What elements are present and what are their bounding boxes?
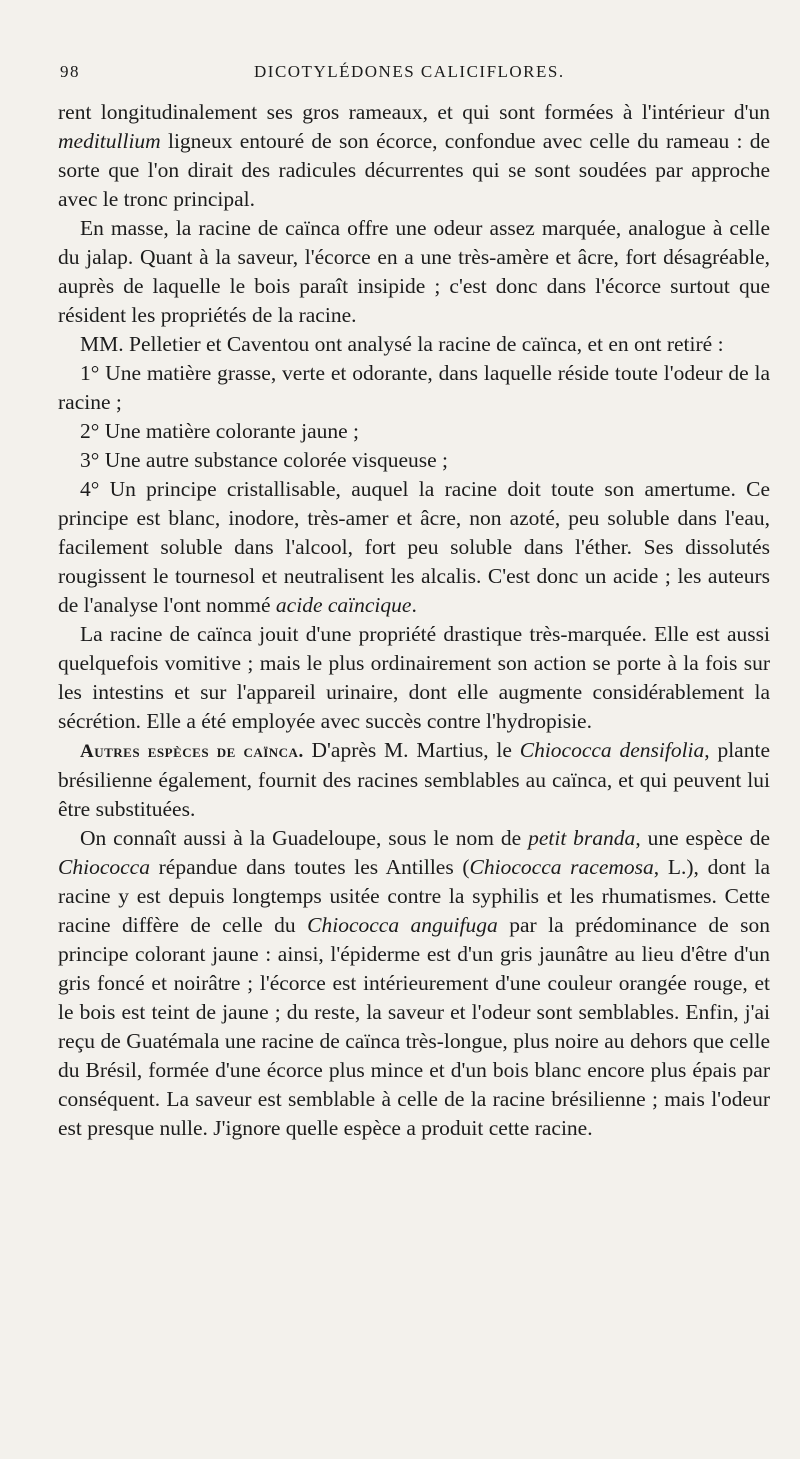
list-item: 2° Une matière colorante jaune ; [80,419,360,443]
paragraph-continuation: rent longitudinalement ses gros rameaux, et qui sont formées à l'intérieur d'un meditullium ligneux entouré de son écorce, confondue avec celle du rameau : de sorte que l'on dirait des radicules décurrentes qui se sont soudées par approche avec le tronc principal. [58,100,770,211]
paragraph-analysis-intro: MM. Pelletier et Caventou ont analysé la racine de caïnca, et en ont retiré : [80,332,724,356]
italic-term: acide caïncique [275,593,412,617]
running-title: DICOTYLÉDONES CALICIFLORES. [254,62,565,81]
list-item: 4° Un principe cristallisable, auquel la racine doit toute son amertume. Ce principe est blanc, inodore, très-amer et âcre, non azoté, peu soluble dans l'eau, facilement soluble dans l'alcool, fort peu soluble dans l'éther. Ses dissolutés rougissent le tournesol et neutralisent les alcalis. C'est donc un acide ; les auteurs de l'analyse l'ont nommé acide caïncique. [58,477,770,617]
italic-term: Chiococca densifolia [519,738,705,762]
italic-term: Chiococca [58,855,150,879]
page-body [58,98,770,1143]
italic-term: Chiococca racemosa [469,855,654,879]
paragraph-other-species: Autres espèces de caïnca. D'après M. Martius, le Chiococca densifolia, plante brésilienne également, fournit des racines semblables au caïnca, et qui peuvent lui être substituées. [58,738,770,821]
list-item: 1° Une matière grasse, verte et odorante, dans laquelle réside toute l'odeur de la racine ; [58,361,770,414]
paragraph-properties: La racine de caïnca jouit d'une propriété drastique très-marquée. Elle est aussi quelquefois vomitive ; mais le plus ordinairement son action se porte à la fois sur les intestins et sur l'appareil urinaire, dont elle augmente considérablement la sécrétion. Elle a été employée avec succès contre l'hydropisie. [58,622,770,733]
page-header [58,62,770,88]
italic-term: petit branda [528,826,636,850]
page-number: 98 [60,62,80,81]
paragraph-odor: En masse, la racine de caïnca offre une odeur assez marquée, analogue à celle du jalap. Quant à la saveur, l'écorce en a une très-amère et âcre, fort désagréable, auprès de laquelle le bois paraît insipide ; c'est donc dans l'écorce surtout que résident les propriétés de la racine. [58,216,770,327]
italic-term: meditullium [58,129,161,153]
paragraph-guadeloupe: On connaît aussi à la Guadeloupe, sous le nom de petit branda, une espèce de Chiococca répandue dans toutes les Antilles (Chiococca racemosa, L.), dont la racine y est depuis longtemps usitée contre la syphilis et les rhumatismes. Cette racine diffère de celle du Chiococca anguifuga par la prédominance de son principe colorant jaune : ainsi, l'épiderme est d'un gris jaunâtre au lieu d'être d'un gris foncé et noirâtre ; l'écorce est intérieurement d'une couleur orangée rouge, et le bois est teint de jaune ; du reste, la saveur et l'odeur sont semblables. Enfin, j'ai reçu de Guatémala une racine de caïnca très-longue, plus noire au dehors que celle du Brésil, formée d'une écorce plus mince et d'un bois blanc encore plus épais par conséquent. La saveur est semblable à celle de la racine brésilienne ; mais l'odeur est presque nulle. J'ignore quelle espèce a produit cette racine. [58,826,771,1140]
list-item: 3° Une autre substance colorée visqueuse ; [80,448,448,472]
italic-term: Chiococca anguifuga [307,913,498,937]
section-heading: Autres espèces de caïnca. [80,741,304,762]
